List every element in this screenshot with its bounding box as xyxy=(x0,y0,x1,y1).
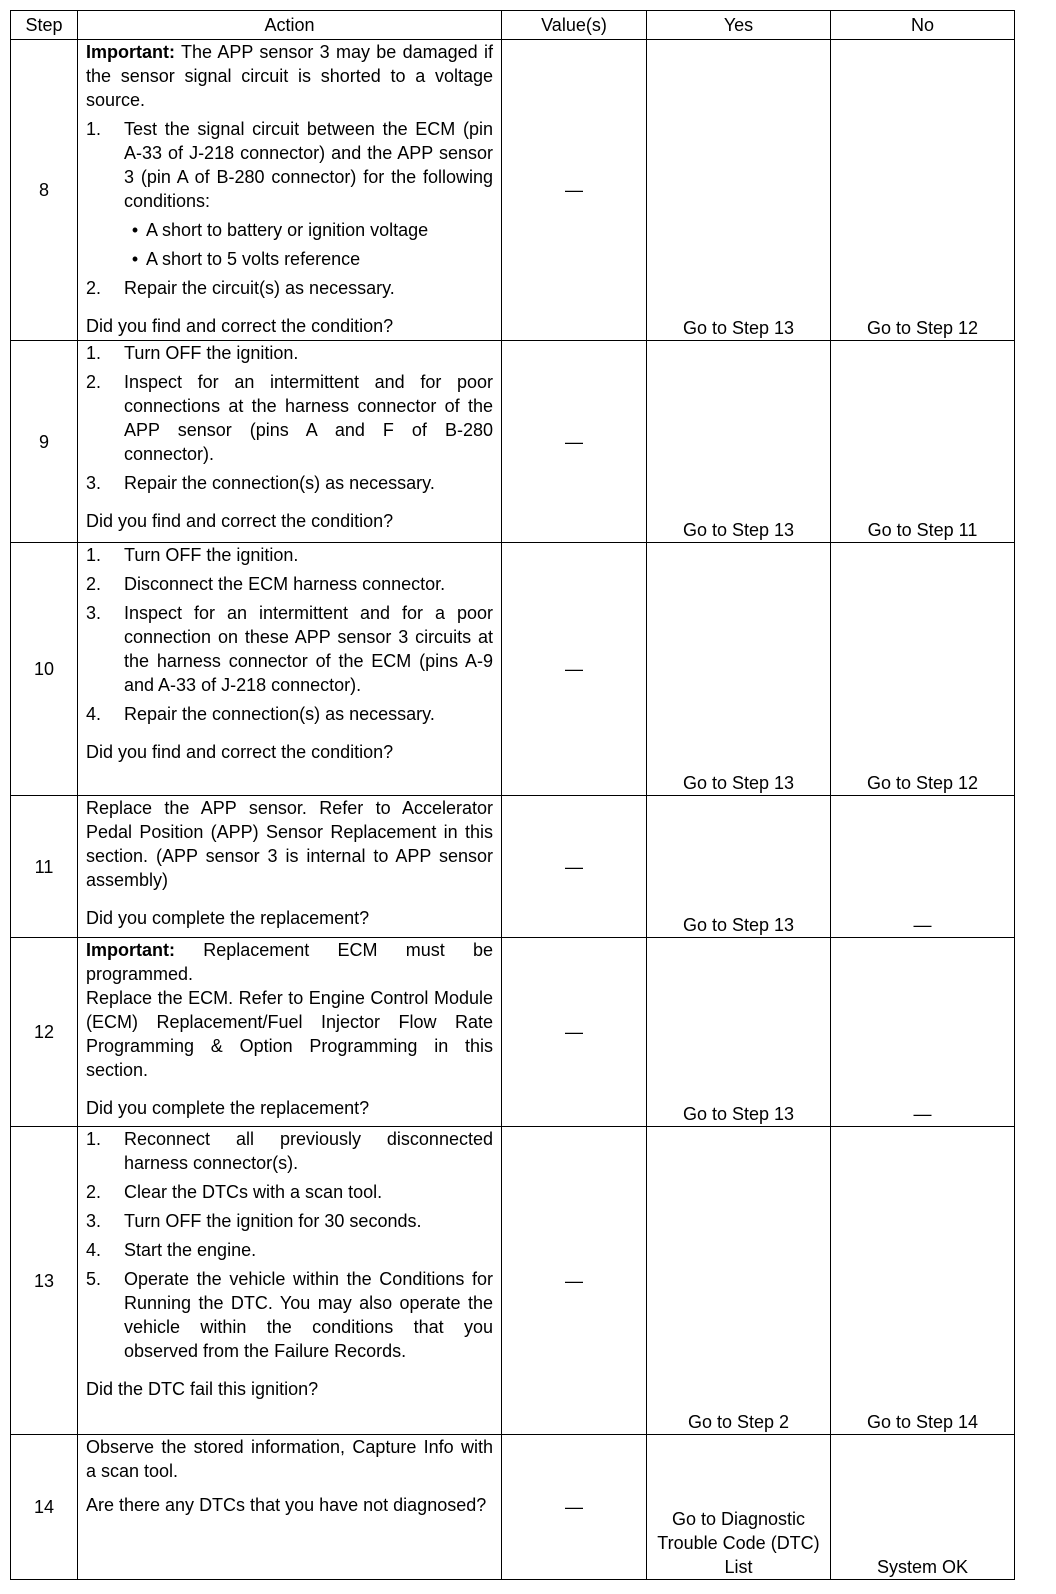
table-row-step-11 xyxy=(11,796,1015,938)
no-cell: — xyxy=(831,938,1015,1127)
item-text: Turn OFF the ignition for 30 seconds. xyxy=(124,1211,422,1231)
item-text: Start the engine. xyxy=(124,1240,257,1260)
no-cell: Go to Step 12 xyxy=(831,40,1015,341)
value-cell: — xyxy=(502,1127,647,1435)
list-item xyxy=(86,601,493,697)
item-text: Repair the circuit(s) as necessary. xyxy=(124,278,395,298)
list-item xyxy=(86,370,493,466)
item-number: 1. xyxy=(86,343,102,363)
bullet-icon: • xyxy=(131,220,139,240)
list-item xyxy=(86,543,493,567)
step-number: 13 xyxy=(11,1127,78,1435)
action-cell xyxy=(78,1127,502,1435)
action-cell xyxy=(78,938,502,1127)
value-cell: — xyxy=(502,1435,647,1580)
no-cell: System OK xyxy=(831,1435,1015,1580)
header-row xyxy=(11,11,1015,40)
question-text: Did you complete the replacement? xyxy=(86,1098,370,1118)
item-number: 1. xyxy=(86,119,102,139)
yes-cell: Go to Step 13 xyxy=(647,341,831,543)
step-number: 8 xyxy=(11,40,78,341)
important-note xyxy=(86,40,493,112)
question-text: Did you complete the replacement? xyxy=(86,908,370,928)
item-text: Reconnect all previously disconnected harness connector(s). xyxy=(124,1129,493,1173)
list-item xyxy=(86,341,493,365)
yes-cell: Go to Step 13 xyxy=(647,40,831,341)
no-cell: Go to Step 14 xyxy=(831,1127,1015,1435)
value-cell: — xyxy=(502,543,647,796)
no-cell: — xyxy=(831,796,1015,938)
bullet-item xyxy=(124,218,493,242)
bullet-text: A short to 5 volts reference xyxy=(146,249,361,269)
value-cell: — xyxy=(502,40,647,341)
list-item xyxy=(86,1209,493,1233)
yes-cell: Go to Diagnostic Trouble Code (DTC) List xyxy=(647,1435,831,1580)
important-label: Important: xyxy=(86,940,175,960)
table-row-step-13 xyxy=(11,1127,1015,1435)
item-text: Turn OFF the ignition. xyxy=(124,545,299,565)
item-text: Operate the vehicle within the Conditions for Running the DTC. You may also operate the vehicle within the conditions that you observed from the Failure Records. xyxy=(124,1269,493,1361)
header-values: Value(s) xyxy=(502,11,647,40)
step-number: 9 xyxy=(11,341,78,543)
value-cell: — xyxy=(502,796,647,938)
header-step: Step xyxy=(11,11,78,40)
value-cell: — xyxy=(502,938,647,1127)
item-number: 1. xyxy=(86,1129,102,1149)
step-number: 10 xyxy=(11,543,78,796)
item-number: 1. xyxy=(86,545,102,565)
table-row-step-9 xyxy=(11,341,1015,543)
bullet-text: A short to battery or ignition voltage xyxy=(146,220,429,240)
important-label: Important: xyxy=(86,42,175,62)
item-text: Test the signal circuit between the ECM (pin A-33 of J-218 connector) and the APP sensor 3 (pin A of B-280 connector) for the following conditions: xyxy=(124,119,493,211)
step-number: 11 xyxy=(11,796,78,938)
no-cell: Go to Step 12 xyxy=(831,543,1015,796)
item-number: 3. xyxy=(86,473,102,493)
item-number: 2. xyxy=(86,1182,102,1202)
item-text: Inspect for an intermittent and for poor connections at the harness connector of the APP sensor (pins A and F of B-280 connector). xyxy=(124,372,493,464)
item-text: Disconnect the ECM harness connector. xyxy=(124,574,446,594)
question-text: Did you find and correct the condition? xyxy=(86,742,394,762)
header-action: Action xyxy=(78,11,502,40)
list-item xyxy=(86,572,493,596)
list-item xyxy=(86,117,493,213)
diagnostic-table xyxy=(10,10,1015,1580)
action-cell xyxy=(78,1435,502,1580)
list-item xyxy=(86,1180,493,1204)
item-number: 4. xyxy=(86,1240,102,1260)
important-note xyxy=(86,938,493,986)
item-number: 2. xyxy=(86,372,102,392)
yes-cell: Go to Step 13 xyxy=(647,543,831,796)
item-text: Turn OFF the ignition. xyxy=(124,343,299,363)
action-cell xyxy=(78,543,502,796)
bullet-item xyxy=(124,247,493,271)
item-text: Clear the DTCs with a scan tool. xyxy=(124,1182,383,1202)
step-number: 12 xyxy=(11,938,78,1127)
list-item xyxy=(86,1267,493,1363)
table-row-step-8 xyxy=(11,40,1015,341)
important-text: The APP sensor 3 may be damaged if the sensor signal circuit is shorted to a voltage source. xyxy=(86,42,493,110)
item-text: Repair the connection(s) as necessary. xyxy=(124,473,435,493)
yes-cell: Go to Step 13 xyxy=(647,796,831,938)
yes-cell: Go to Step 2 xyxy=(647,1127,831,1435)
item-number: 5. xyxy=(86,1269,102,1289)
list-item xyxy=(86,702,493,726)
item-text: Repair the connection(s) as necessary. xyxy=(124,704,435,724)
action-text: Replace the APP sensor. Refer to Accelerator Pedal Position (APP) Sensor Replacement in this section. (APP sensor 3 is internal to APP sensor assembly) xyxy=(86,798,493,890)
no-cell: Go to Step 11 xyxy=(831,341,1015,543)
item-text: Inspect for an intermittent and for a poor connection on these APP sensor 3 circuits at the harness connector of the ECM (pins A-9 and A-33 of J-218 connector). xyxy=(124,603,493,695)
value-cell: — xyxy=(502,341,647,543)
important-text: Replacement ECM must be programmed. xyxy=(86,940,493,984)
list-item xyxy=(86,471,493,495)
bullet-icon: • xyxy=(131,249,139,269)
table-row-step-14 xyxy=(11,1435,1015,1580)
table-row-step-12 xyxy=(11,938,1015,1127)
item-number: 3. xyxy=(86,603,102,623)
item-number: 2. xyxy=(86,278,102,298)
yes-cell: Go to Step 13 xyxy=(647,938,831,1127)
header-yes: Yes xyxy=(647,11,831,40)
action-cell xyxy=(78,40,502,341)
step-number: 14 xyxy=(11,1435,78,1580)
question-text: Are there any DTCs that you have not diagnosed? xyxy=(86,1495,487,1515)
question-text: Did the DTC fail this ignition? xyxy=(86,1379,319,1399)
action-text: Observe the stored information, Capture Info with a scan tool. xyxy=(86,1437,493,1481)
question-text: Did you find and correct the condition? xyxy=(86,316,394,336)
item-number: 3. xyxy=(86,1211,102,1231)
action-cell xyxy=(78,796,502,938)
item-number: 2. xyxy=(86,574,102,594)
item-number: 4. xyxy=(86,704,102,724)
action-cell xyxy=(78,341,502,543)
header-no: No xyxy=(831,11,1015,40)
list-item xyxy=(86,276,493,300)
question-text: Did you find and correct the condition? xyxy=(86,511,394,531)
list-item xyxy=(86,1127,493,1175)
action-text: Replace the ECM. Refer to Engine Control Module (ECM) Replacement/Fuel Injector Flow Rate Programming & Option Programming in this section. xyxy=(86,988,493,1080)
table-row-step-10 xyxy=(11,543,1015,796)
list-item xyxy=(86,1238,493,1262)
